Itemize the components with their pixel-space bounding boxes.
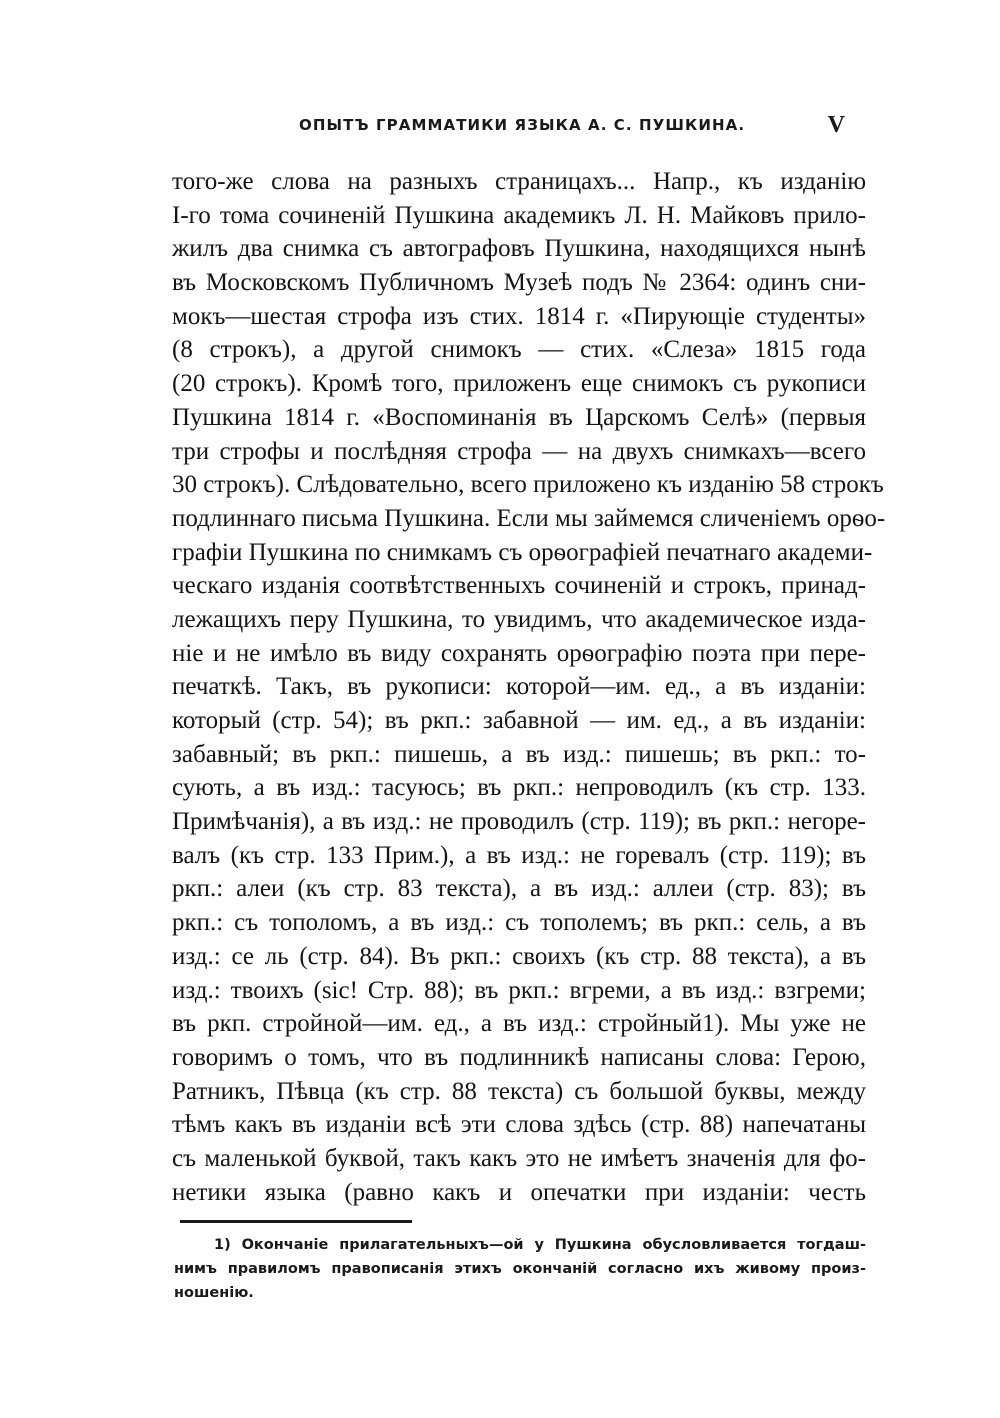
text-line: который (стр. 54); въ ркп.: забавной — им. ед., а въ изданіи:: [172, 707, 866, 734]
footnote-divider: [180, 1220, 412, 1223]
text-line: изд.: твоихъ (sic! Стр. 88); въ ркп.: вгреми, а въ изд.: взгреми;: [172, 976, 866, 1004]
text-line: мокъ—шестая строфа изъ стих. 1814 г. «Пирующіе студенты»: [172, 302, 866, 330]
text-line: ніе и не имѣло въ виду сохранять орѳографію поэта при пере-: [172, 639, 866, 667]
text-line: ческаго изданія соотвѣтственныхъ сочиненій и строкъ, принад-: [172, 572, 866, 600]
text-line: забавный; въ ркп.: пишешь, а въ изд.: пишешь; въ ркп.: то-: [172, 740, 866, 768]
footnote-line: ношенію.: [174, 1285, 254, 1301]
text-line: Ратникъ, Пѣвца (къ стр. 88 текста) съ большой буквы, между: [172, 1077, 866, 1105]
footnote-line: нимъ правиломъ правописанія этихъ окончаній согласно ихъ живому произ-: [174, 1261, 866, 1277]
text-line: нетики языка (равно какъ и опечатки при изданіи: честь: [172, 1178, 866, 1206]
text-line: лежащихъ перу Пушкина, то увидимъ, что академическое изда-: [172, 605, 866, 633]
text-line: (20 строкъ). Кромѣ того, приложенъ еще снимокъ съ рукописи: [172, 370, 866, 398]
text-line: изд.: се ль (стр. 84). Въ ркп.: своихъ (къ стр. 88 текста), а въ: [172, 942, 866, 970]
text-line: въ ркп. стройной—им. ед., а въ изд.: стройный1). Мы уже не: [172, 1010, 866, 1038]
text-line: (8 строкъ), а другой снимокъ — стих. «Слеза» 1815 года: [172, 336, 866, 364]
text-line: тѣмъ какъ въ изданіи всѣ эти слова здѣсь (стр. 88) напечатаны: [172, 1111, 866, 1139]
body-text: [172, 165, 886, 1209]
text-line: I-го тома сочиненій Пушкина академикъ Л. Н. Майковъ прило-: [172, 201, 866, 229]
text-line: съ маленькой буквой, такъ какъ это не имѣетъ значенія для фо-: [172, 1144, 866, 1172]
text-line: ркп.: алеи (къ стр. 83 текста), а въ изд.: аллеи (стр. 83); въ: [172, 875, 866, 903]
footnote: [174, 1233, 866, 1305]
text-line: три строфы и послѣдняя строфа — на двухъ снимкахъ—всего: [172, 437, 866, 465]
text-line: Примѣчанія), а въ изд.: не проводилъ (стр. 119); въ ркп.: негоре-: [172, 808, 866, 836]
text-line: ркп.: съ тополомъ, а въ изд.: съ тополемъ; въ ркп.: сель, а въ: [172, 909, 866, 937]
footnote-line: 1) Окончаніе прилагательныхъ—ой у Пушкина обусловливается тогдаш-: [214, 1237, 866, 1253]
running-header: [173, 112, 873, 142]
text-line: въ Московскомъ Публичномъ Музеѣ подъ № 2364: одинъ сни-: [172, 269, 866, 297]
text-line: того-же слова на разныхъ страницахъ... Напр., къ изданію: [172, 168, 866, 195]
page-number: V: [827, 112, 845, 138]
text-line: валъ (къ стр. 133 Прим.), а въ изд.: не горевалъ (стр. 119); въ: [172, 841, 866, 869]
text-line: подлиннаго письма Пушкина. Если мы займемся сличеніемъ орѳо-: [172, 504, 886, 532]
text-line: сують, а въ изд.: тасуюсь; въ ркп.: непроводилъ (къ стр. 133.: [172, 774, 866, 802]
text-line: говоримъ о томъ, что въ подлинникѣ написаны слова: Герою,: [172, 1043, 866, 1071]
text-line: Пушкина 1814 г. «Воспоминанія въ Царскомъ Селѣ» (первыя: [172, 403, 866, 431]
text-line: жилъ два снимка съ автографовъ Пушкина, находящихся нынѣ: [172, 235, 866, 263]
text-line: печаткѣ. Такъ, въ рукописи: которой—им. ед., а въ изданіи:: [172, 673, 866, 701]
text-line: графіи Пушкина по снимкамъ съ орѳографіей печатнаго академи-: [172, 538, 873, 566]
text-line: 30 строкъ). Слѣдовательно, всего приложено къ изданію 58 строкъ: [172, 471, 884, 499]
running-title: ОПЫТЪ ГРАММАТИКИ ЯЗЫКА А. С. ПУШКИНА.: [299, 116, 746, 134]
